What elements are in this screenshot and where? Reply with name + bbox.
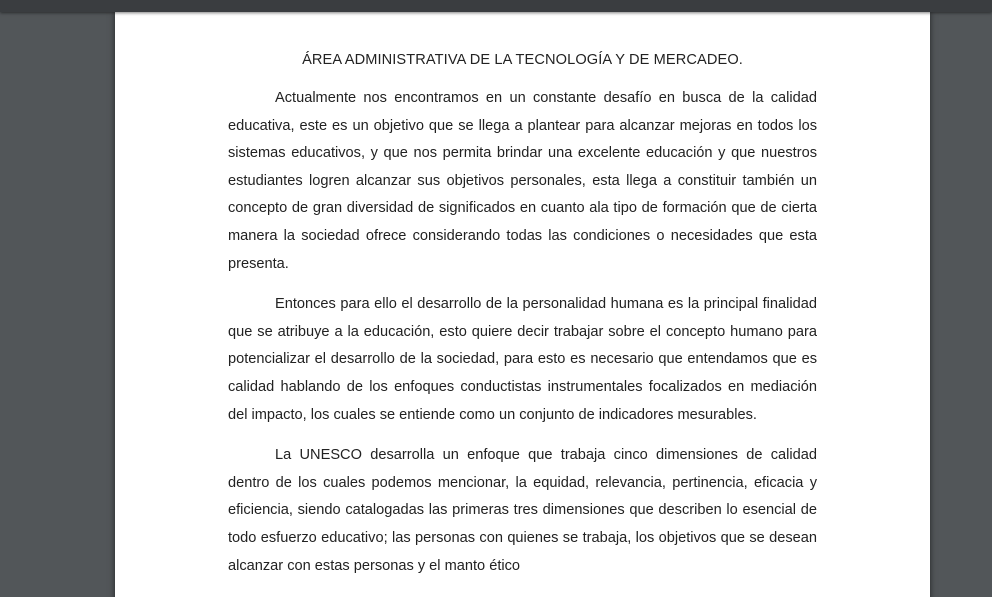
viewer-toolbar	[0, 0, 992, 12]
paragraph-1: Actualmente nos encontramos en un constante desafío en busca de la calidad educativa, este es un objetivo que se llega a plantear para alcanzar mejoras en todos los sistemas educativos, y que nos permita brindar una excelente educación y que nuestros estudiantes logren alcanzar sus objetivos personales, esta llega a constituir también un concepto de gran diversidad de significados en cuanto ala tipo de formación que de cierta manera la sociedad ofrece considerando todas las condiciones o necesidades que esta presenta.	[228, 90, 817, 272]
paragraph-2: Entonces para ello el desarrollo de la personalidad humana es la principal finalidad que se atribuye a la educación, esto quiere decir trabajar sobre el concepto humano para potencializar el desarrollo de la sociedad, para esto es necesario que entendamos que es calidad hablando de los enfoques conductistas instrumentales focalizados en mediación del impacto, los cuales se entiende como un conjunto de indicadores mesurables.	[228, 296, 817, 423]
page-content	[228, 48, 817, 593]
document-viewer[interactable]	[0, 12, 992, 597]
paragraph-3: La UNESCO desarrolla un enfoque que trabaja cinco dimensiones de calidad dentro de los cuales podemos mencionar, la equidad, relevancia, pertinencia, eficacia y eficiencia, siendo catalogadas las primeras tres dimensiones que describen lo esencial de todo esfuerzo educativo; las personas con quienes se trabaja, los objetivos que se desean alcanzar con estas personas y el manto ético	[228, 447, 817, 574]
document-title: ÁREA ADMINISTRATIVA DE LA TECNOLOGÍA Y DE MERCADEO.	[302, 52, 743, 68]
document-page	[115, 12, 930, 597]
